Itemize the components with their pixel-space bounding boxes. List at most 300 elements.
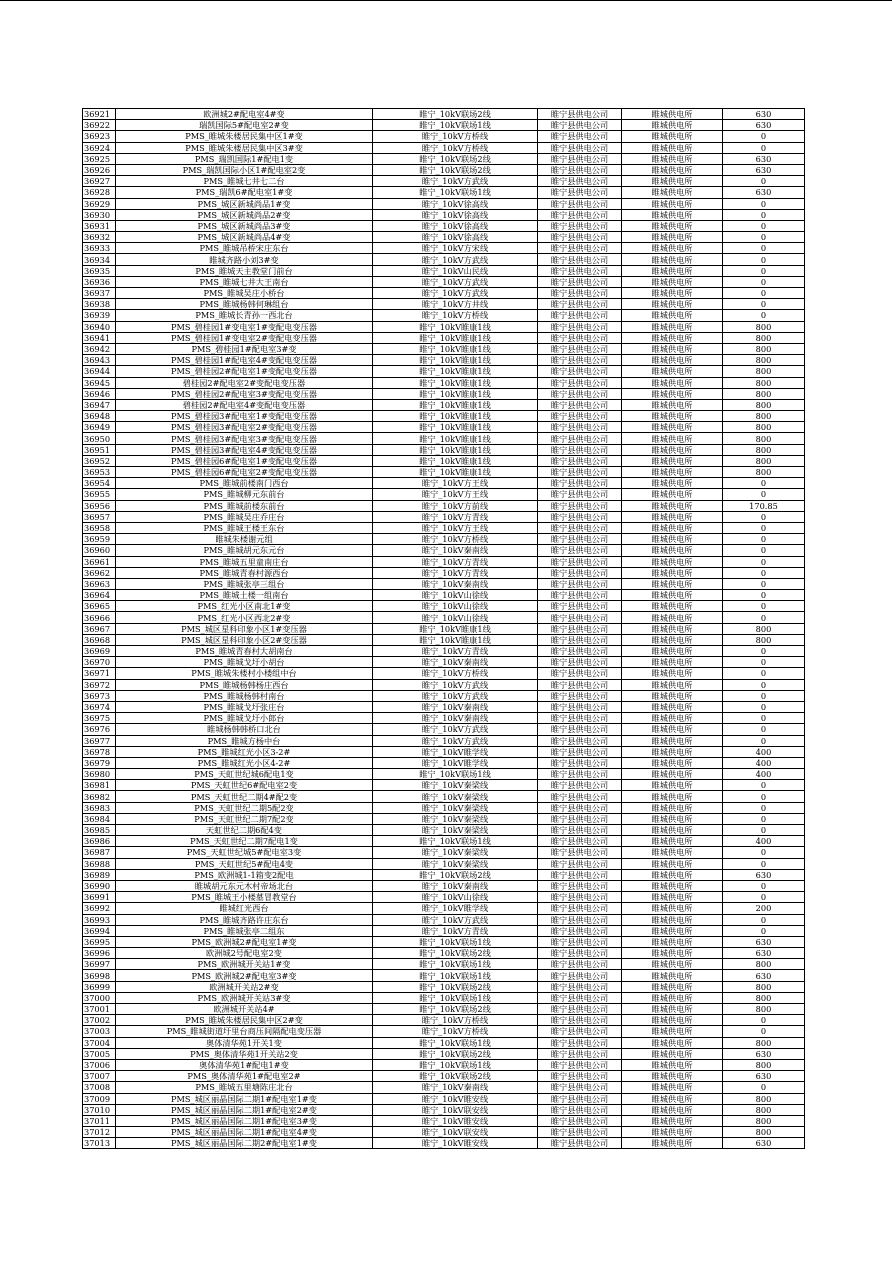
- table-row: [83, 343, 805, 354]
- cell-company: 睢宁县供电公司: [538, 903, 622, 914]
- cell-id: 36967: [83, 623, 116, 634]
- cell-feeder-line: 睢宁_10kV方桥线: [373, 1026, 538, 1037]
- cell-feeder-line: 睢宁_10kV联场1线: [373, 936, 538, 947]
- cell-transformer-name: PMS_睢城吴庄乔庄台: [116, 511, 373, 522]
- cell-id: 36988: [83, 858, 116, 869]
- cell-id: 36942: [83, 343, 116, 354]
- cell-feeder-line: 睢宁_10kV联场2线: [373, 109, 538, 120]
- cell-station: 睢城供电所: [622, 1115, 723, 1126]
- cell-station: 睢城供电所: [622, 735, 723, 746]
- cell-feeder-line: 睢宁_10kV联场1线: [373, 992, 538, 1003]
- cell-station: 睢城供电所: [622, 343, 723, 354]
- cell-id: 36934: [83, 254, 116, 265]
- cell-station: 睢城供电所: [622, 444, 723, 455]
- cell-id: 36997: [83, 959, 116, 970]
- cell-id: 36986: [83, 836, 116, 847]
- cell-transformer-name: PMS_睢城杨韩杨庄西台: [116, 679, 373, 690]
- cell-transformer-name: PMS_睢城五里塘陈庄北台: [116, 1082, 373, 1093]
- cell-company: 睢宁县供电公司: [538, 813, 622, 824]
- cell-capacity: 800: [723, 623, 805, 634]
- table-row: [83, 657, 805, 668]
- cell-transformer-name: PMS_睢城王楼王东台: [116, 522, 373, 533]
- cell-feeder-line: 睢宁_10kV睢康1线: [373, 388, 538, 399]
- cell-transformer-name: PMS_城区丽晶国际二期1#配电室4#变: [116, 1127, 373, 1138]
- table-row: [83, 869, 805, 880]
- cell-id: 36958: [83, 522, 116, 533]
- cell-station: 睢城供电所: [622, 478, 723, 489]
- cell-id: 36972: [83, 679, 116, 690]
- cell-feeder-line: 睢宁_10kV方青线: [373, 556, 538, 567]
- cell-company: 睢宁县供电公司: [538, 399, 622, 410]
- table-row: [83, 690, 805, 701]
- cell-id: 36998: [83, 970, 116, 981]
- cell-transformer-name: PMS_睢城朱楼居民集中区3#变: [116, 142, 373, 153]
- cell-id: 36946: [83, 388, 116, 399]
- cell-feeder-line: 睢宁_10kV方武线: [373, 735, 538, 746]
- cell-transformer-name: PMS_天虹世纪二期7配2变: [116, 813, 373, 824]
- cell-station: 睢城供电所: [622, 388, 723, 399]
- cell-station: 睢城供电所: [622, 769, 723, 780]
- cell-id: 36937: [83, 288, 116, 299]
- cell-id: 36935: [83, 265, 116, 276]
- cell-id: 37012: [83, 1127, 116, 1138]
- cell-id: 36974: [83, 701, 116, 712]
- cell-transformer-name: PMS_天虹世纪城6配电1变: [116, 769, 373, 780]
- cell-id: 36936: [83, 276, 116, 287]
- table-row: [83, 757, 805, 768]
- cell-capacity: 800: [723, 959, 805, 970]
- cell-transformer-name: PMS_欧洲城2#配电室1#变: [116, 936, 373, 947]
- cell-company: 睢宁县供电公司: [538, 388, 622, 399]
- cell-company: 睢宁县供电公司: [538, 1015, 622, 1026]
- cell-station: 睢城供电所: [622, 746, 723, 757]
- table-row: [83, 735, 805, 746]
- cell-station: 睢城供电所: [622, 959, 723, 970]
- cell-company: 睢宁县供电公司: [538, 701, 622, 712]
- cell-feeder-line: 睢宁_10kV睢康1线: [373, 355, 538, 366]
- table-row: [83, 220, 805, 231]
- cell-company: 睢宁县供电公司: [538, 109, 622, 120]
- cell-capacity: 0: [723, 209, 805, 220]
- table-row: [83, 355, 805, 366]
- cell-company: 睢宁县供电公司: [538, 612, 622, 623]
- cell-station: 睢城供电所: [622, 590, 723, 601]
- cell-transformer-name: PMS_城区星科印象小区1#变压器: [116, 623, 373, 634]
- cell-id: 37013: [83, 1138, 116, 1149]
- cell-id: 36968: [83, 634, 116, 645]
- cell-company: 睢宁县供电公司: [538, 433, 622, 444]
- transformer-table: [82, 108, 805, 1149]
- cell-feeder-line: 睢宁_10kV方桥线: [373, 668, 538, 679]
- cell-capacity: 0: [723, 847, 805, 858]
- cell-id: 36985: [83, 825, 116, 836]
- cell-company: 睢宁县供电公司: [538, 802, 622, 813]
- cell-transformer-name: PMS_睢城杨韩村南台: [116, 690, 373, 701]
- cell-capacity: 400: [723, 746, 805, 757]
- cell-id: 36944: [83, 366, 116, 377]
- cell-station: 睢城供电所: [622, 914, 723, 925]
- cell-id: 36928: [83, 187, 116, 198]
- cell-transformer-name: PMS_睢城青春村源西台: [116, 567, 373, 578]
- cell-station: 睢城供电所: [622, 858, 723, 869]
- cell-company: 睢宁县供电公司: [538, 310, 622, 321]
- cell-company: 睢宁县供电公司: [538, 355, 622, 366]
- cell-company: 睢宁县供电公司: [538, 377, 622, 388]
- cell-feeder-line: 睢宁_10kV秦南线: [373, 657, 538, 668]
- cell-transformer-name: PMS_碧桂园1#变电室1#变配电变压器: [116, 321, 373, 332]
- cell-transformer-name: PMS_欧洲城开关站3#变: [116, 992, 373, 1003]
- cell-transformer-name: PMS_睢城七井七二台: [116, 176, 373, 187]
- cell-id: 36952: [83, 455, 116, 466]
- cell-feeder-line: 睢宁_10kV睢康1线: [373, 433, 538, 444]
- cell-capacity: 0: [723, 802, 805, 813]
- cell-station: 睢城供电所: [622, 903, 723, 914]
- cell-capacity: 0: [723, 1026, 805, 1037]
- cell-transformer-name: PMS_睢城五里童南庄台: [116, 556, 373, 567]
- cell-transformer-name: PMS_城区丽晶国际二期1#配电室2#变: [116, 1104, 373, 1115]
- cell-id: 36945: [83, 377, 116, 388]
- cell-station: 睢城供电所: [622, 534, 723, 545]
- cell-capacity: 630: [723, 970, 805, 981]
- table-row: [83, 780, 805, 791]
- cell-capacity: 800: [723, 444, 805, 455]
- cell-capacity: 0: [723, 556, 805, 567]
- cell-station: 睢城供电所: [622, 187, 723, 198]
- cell-capacity: 400: [723, 836, 805, 847]
- cell-transformer-name: PMS_睢城王小楼墓冒教堂台: [116, 892, 373, 903]
- table-row: [83, 276, 805, 287]
- cell-feeder-line: 睢宁_10kV睢康1线: [373, 321, 538, 332]
- cell-company: 睢宁县供电公司: [538, 713, 622, 724]
- table-row: [83, 836, 805, 847]
- top-border-line: [0, 0, 892, 1]
- cell-id: 36948: [83, 411, 116, 422]
- cell-feeder-line: 睢宁_10kV联场2线: [373, 869, 538, 880]
- cell-capacity: 0: [723, 925, 805, 936]
- table-row: [83, 948, 805, 959]
- table-row: [83, 467, 805, 478]
- cell-station: 睢城供电所: [622, 131, 723, 142]
- table-row: [83, 332, 805, 343]
- table-row: [83, 254, 805, 265]
- cell-feeder-line: 睢宁_10kV睢学线: [373, 746, 538, 757]
- cell-transformer-name: PMS_天虹世纪5#配电4变: [116, 858, 373, 869]
- cell-company: 睢宁县供电公司: [538, 220, 622, 231]
- cell-transformer-name: PMS_碧桂园1#配电室3#变: [116, 343, 373, 354]
- cell-company: 睢宁县供电公司: [538, 511, 622, 522]
- table-row: [83, 847, 805, 858]
- cell-capacity: 630: [723, 1048, 805, 1059]
- table-row: [83, 668, 805, 679]
- cell-company: 睢宁县供电公司: [538, 1127, 622, 1138]
- table-row: [83, 791, 805, 802]
- table-row: [83, 265, 805, 276]
- cell-capacity: 0: [723, 1015, 805, 1026]
- table-row: [83, 612, 805, 623]
- cell-capacity: 0: [723, 780, 805, 791]
- table-row: [83, 825, 805, 836]
- cell-station: 睢城供电所: [622, 254, 723, 265]
- cell-capacity: 0: [723, 176, 805, 187]
- table-row: [83, 534, 805, 545]
- cell-id: 37008: [83, 1082, 116, 1093]
- cell-transformer-name: PMS_睢城方杨中台: [116, 735, 373, 746]
- cell-transformer-name: PMS_碧桂园6#配电室2#变配电变压器: [116, 467, 373, 478]
- cell-id: 37003: [83, 1026, 116, 1037]
- cell-feeder-line: 睢宁_10kV方桥线: [373, 534, 538, 545]
- table-row: [83, 892, 805, 903]
- cell-id: 36957: [83, 511, 116, 522]
- table-row: [83, 634, 805, 645]
- cell-company: 睢宁县供电公司: [538, 825, 622, 836]
- cell-feeder-line: 睢宁_10kV秦南线: [373, 545, 538, 556]
- table-row: [83, 232, 805, 243]
- cell-id: 36966: [83, 612, 116, 623]
- cell-id: 36965: [83, 601, 116, 612]
- cell-company: 睢宁县供电公司: [538, 153, 622, 164]
- cell-transformer-name: 碧桂园2#配电室2#变配电变压器: [116, 377, 373, 388]
- table-row: [83, 1026, 805, 1037]
- cell-id: 36960: [83, 545, 116, 556]
- cell-id: 36990: [83, 880, 116, 891]
- cell-feeder-line: 睢宁_10kV睢康1线: [373, 634, 538, 645]
- cell-capacity: 800: [723, 634, 805, 645]
- cell-id: 36924: [83, 142, 116, 153]
- cell-station: 睢城供电所: [622, 153, 723, 164]
- cell-company: 睢宁县供电公司: [538, 288, 622, 299]
- cell-feeder-line: 睢宁_10kV秦南线: [373, 578, 538, 589]
- cell-station: 睢城供电所: [622, 679, 723, 690]
- cell-transformer-name: PMS_睢城红光小区4-2#: [116, 757, 373, 768]
- cell-station: 睢城供电所: [622, 948, 723, 959]
- cell-id: 36956: [83, 500, 116, 511]
- cell-transformer-name: PMS_欧洲城2#配电室3#变: [116, 970, 373, 981]
- table-row: [83, 1138, 805, 1149]
- cell-capacity: 0: [723, 131, 805, 142]
- cell-capacity: 0: [723, 892, 805, 903]
- cell-id: 36992: [83, 903, 116, 914]
- cell-station: 睢城供电所: [622, 836, 723, 847]
- cell-transformer-name: PMS_碧桂园3#配电室1#变配电变压器: [116, 411, 373, 422]
- table-row: [83, 802, 805, 813]
- cell-capacity: 0: [723, 243, 805, 254]
- table-row: [83, 164, 805, 175]
- table-row: [83, 959, 805, 970]
- cell-station: 睢城供电所: [622, 176, 723, 187]
- cell-transformer-name: 睢城齐路小刘3#变: [116, 254, 373, 265]
- cell-id: 36939: [83, 310, 116, 321]
- cell-station: 睢城供电所: [622, 713, 723, 724]
- cell-transformer-name: PMS_天虹世纪二期7配电1变: [116, 836, 373, 847]
- cell-transformer-name: PMS_碧桂园3#配电室4#变配电变压器: [116, 444, 373, 455]
- cell-company: 睢宁县供电公司: [538, 791, 622, 802]
- cell-transformer-name: PMS_睢城胡元东元台: [116, 545, 373, 556]
- cell-capacity: 800: [723, 433, 805, 444]
- cell-station: 睢城供电所: [622, 578, 723, 589]
- cell-feeder-line: 睢宁_10kV山徐线: [373, 590, 538, 601]
- cell-feeder-line: 睢宁_10kV秦梁线: [373, 802, 538, 813]
- cell-id: 37002: [83, 1015, 116, 1026]
- table-row: [83, 578, 805, 589]
- cell-station: 睢城供电所: [622, 1127, 723, 1138]
- cell-station: 睢城供电所: [622, 455, 723, 466]
- cell-company: 睢宁县供电公司: [538, 847, 622, 858]
- cell-company: 睢宁县供电公司: [538, 1138, 622, 1149]
- cell-id: 36927: [83, 176, 116, 187]
- cell-station: 睢城供电所: [622, 366, 723, 377]
- cell-company: 睢宁县供电公司: [538, 534, 622, 545]
- cell-company: 睢宁县供电公司: [538, 970, 622, 981]
- cell-company: 睢宁县供电公司: [538, 780, 622, 791]
- cell-feeder-line: 睢宁_10kV徐高线: [373, 232, 538, 243]
- cell-capacity: 800: [723, 399, 805, 410]
- cell-company: 睢宁县供电公司: [538, 556, 622, 567]
- cell-feeder-line: 睢宁_10kV方青线: [373, 511, 538, 522]
- cell-feeder-line: 睢宁_10kV方武线: [373, 288, 538, 299]
- cell-company: 睢宁县供电公司: [538, 489, 622, 500]
- cell-id: 37001: [83, 1004, 116, 1015]
- cell-capacity: 630: [723, 869, 805, 880]
- cell-capacity: 0: [723, 668, 805, 679]
- cell-feeder-line: 睢宁_10kV方青线: [373, 567, 538, 578]
- cell-company: 睢宁县供电公司: [538, 1004, 622, 1015]
- cell-feeder-line: 睢宁_10kV秦南线: [373, 713, 538, 724]
- cell-id: 37000: [83, 992, 116, 1003]
- table-row: [83, 310, 805, 321]
- cell-id: 36981: [83, 780, 116, 791]
- cell-station: 睢城供电所: [622, 601, 723, 612]
- cell-company: 睢宁县供电公司: [538, 914, 622, 925]
- cell-feeder-line: 睢宁_10kV方桥线: [373, 142, 538, 153]
- cell-capacity: 0: [723, 880, 805, 891]
- cell-transformer-name: PMS_睢城前楼东前台: [116, 500, 373, 511]
- table-row: [83, 646, 805, 657]
- cell-id: 37004: [83, 1037, 116, 1048]
- cell-capacity: 630: [723, 1071, 805, 1082]
- cell-transformer-name: PMS_瑞凯国际小区1#配电室2变: [116, 164, 373, 175]
- cell-company: 睢宁县供电公司: [538, 1093, 622, 1104]
- cell-company: 睢宁县供电公司: [538, 880, 622, 891]
- cell-transformer-name: PMS_城区星科印象小区2#变压器: [116, 634, 373, 645]
- cell-station: 睢城供电所: [622, 489, 723, 500]
- cell-feeder-line: 睢宁_10kV方宋线: [373, 243, 538, 254]
- cell-company: 睢宁县供电公司: [538, 176, 622, 187]
- cell-transformer-name: PMS_碧桂园3#配电室3#变配电变压器: [116, 433, 373, 444]
- cell-transformer-name: 碧桂园2#配电室4#变配电变压器: [116, 399, 373, 410]
- cell-capacity: 630: [723, 109, 805, 120]
- cell-transformer-name: PMS_奥体清华苑1#配电室2#: [116, 1071, 373, 1082]
- cell-id: 37009: [83, 1093, 116, 1104]
- cell-id: 36993: [83, 914, 116, 925]
- cell-station: 睢城供电所: [622, 724, 723, 735]
- cell-company: 睢宁县供电公司: [538, 164, 622, 175]
- cell-station: 睢城供电所: [622, 1138, 723, 1149]
- cell-id: 36940: [83, 321, 116, 332]
- table-row: [83, 153, 805, 164]
- cell-company: 睢宁县供电公司: [538, 623, 622, 634]
- cell-capacity: 0: [723, 310, 805, 321]
- cell-id: 37006: [83, 1059, 116, 1070]
- cell-station: 睢城供电所: [622, 701, 723, 712]
- table-row: [83, 992, 805, 1003]
- cell-capacity: 0: [723, 813, 805, 824]
- cell-capacity: 0: [723, 735, 805, 746]
- cell-capacity: 800: [723, 1004, 805, 1015]
- cell-company: 睢宁县供电公司: [538, 657, 622, 668]
- table-row: [83, 679, 805, 690]
- cell-id: 36970: [83, 657, 116, 668]
- cell-station: 睢城供电所: [622, 1048, 723, 1059]
- cell-transformer-name: PMS_睢城朱楼居民集中区2#变: [116, 1015, 373, 1026]
- cell-station: 睢城供电所: [622, 198, 723, 209]
- cell-company: 睢宁县供电公司: [538, 925, 622, 936]
- cell-id: 36922: [83, 120, 116, 131]
- cell-id: 36991: [83, 892, 116, 903]
- cell-capacity: 0: [723, 679, 805, 690]
- cell-company: 睢宁县供电公司: [538, 959, 622, 970]
- table-row: [83, 601, 805, 612]
- cell-capacity: 400: [723, 757, 805, 768]
- cell-station: 睢城供电所: [622, 1093, 723, 1104]
- cell-transformer-name: 睢城杨韩韩桥口北台: [116, 724, 373, 735]
- cell-station: 睢城供电所: [622, 109, 723, 120]
- cell-station: 睢城供电所: [622, 522, 723, 533]
- cell-transformer-name: 睢城红光西台: [116, 903, 373, 914]
- cell-station: 睢城供电所: [622, 1071, 723, 1082]
- cell-station: 睢城供电所: [622, 992, 723, 1003]
- cell-id: 36953: [83, 467, 116, 478]
- cell-station: 睢城供电所: [622, 399, 723, 410]
- cell-feeder-line: 睢宁_10kV山民线: [373, 265, 538, 276]
- cell-station: 睢城供电所: [622, 1037, 723, 1048]
- cell-station: 睢城供电所: [622, 265, 723, 276]
- cell-transformer-name: PMS_睢城前楼南门西台: [116, 478, 373, 489]
- cell-feeder-line: 睢宁_10kV徐高线: [373, 198, 538, 209]
- cell-company: 睢宁县供电公司: [538, 120, 622, 131]
- cell-transformer-name: 天虹世纪二期6配4变: [116, 825, 373, 836]
- cell-station: 睢城供电所: [622, 299, 723, 310]
- cell-feeder-line: 睢宁_10kV联安线: [373, 1104, 538, 1115]
- cell-id: 36947: [83, 399, 116, 410]
- cell-id: 36962: [83, 567, 116, 578]
- cell-feeder-line: 睢宁_10kV方桥线: [373, 1015, 538, 1026]
- table-row: [83, 813, 805, 824]
- cell-station: 睢城供电所: [622, 825, 723, 836]
- cell-capacity: 630: [723, 120, 805, 131]
- cell-station: 睢城供电所: [622, 209, 723, 220]
- cell-station: 睢城供电所: [622, 411, 723, 422]
- cell-capacity: 800: [723, 355, 805, 366]
- cell-id: 36984: [83, 813, 116, 824]
- cell-transformer-name: PMS_睢城红光小区3-2#: [116, 746, 373, 757]
- cell-feeder-line: 睢宁_10kV联场2线: [373, 1048, 538, 1059]
- cell-company: 睢宁县供电公司: [538, 634, 622, 645]
- cell-feeder-line: 睢宁_10kV方井线: [373, 299, 538, 310]
- cell-id: 36973: [83, 690, 116, 701]
- cell-station: 睢城供电所: [622, 869, 723, 880]
- cell-company: 睢宁县供电公司: [538, 276, 622, 287]
- table-row: [83, 187, 805, 198]
- cell-capacity: 0: [723, 511, 805, 522]
- cell-station: 睢城供电所: [622, 612, 723, 623]
- cell-capacity: 800: [723, 377, 805, 388]
- cell-transformer-name: PMS_睢城街道圩里台商压间隔配电变压器: [116, 1026, 373, 1037]
- cell-station: 睢城供电所: [622, 646, 723, 657]
- table-row: [83, 288, 805, 299]
- cell-feeder-line: 睢宁_10kV秦梁线: [373, 813, 538, 824]
- cell-capacity: 0: [723, 567, 805, 578]
- cell-feeder-line: 睢宁_10kV秦梁线: [373, 780, 538, 791]
